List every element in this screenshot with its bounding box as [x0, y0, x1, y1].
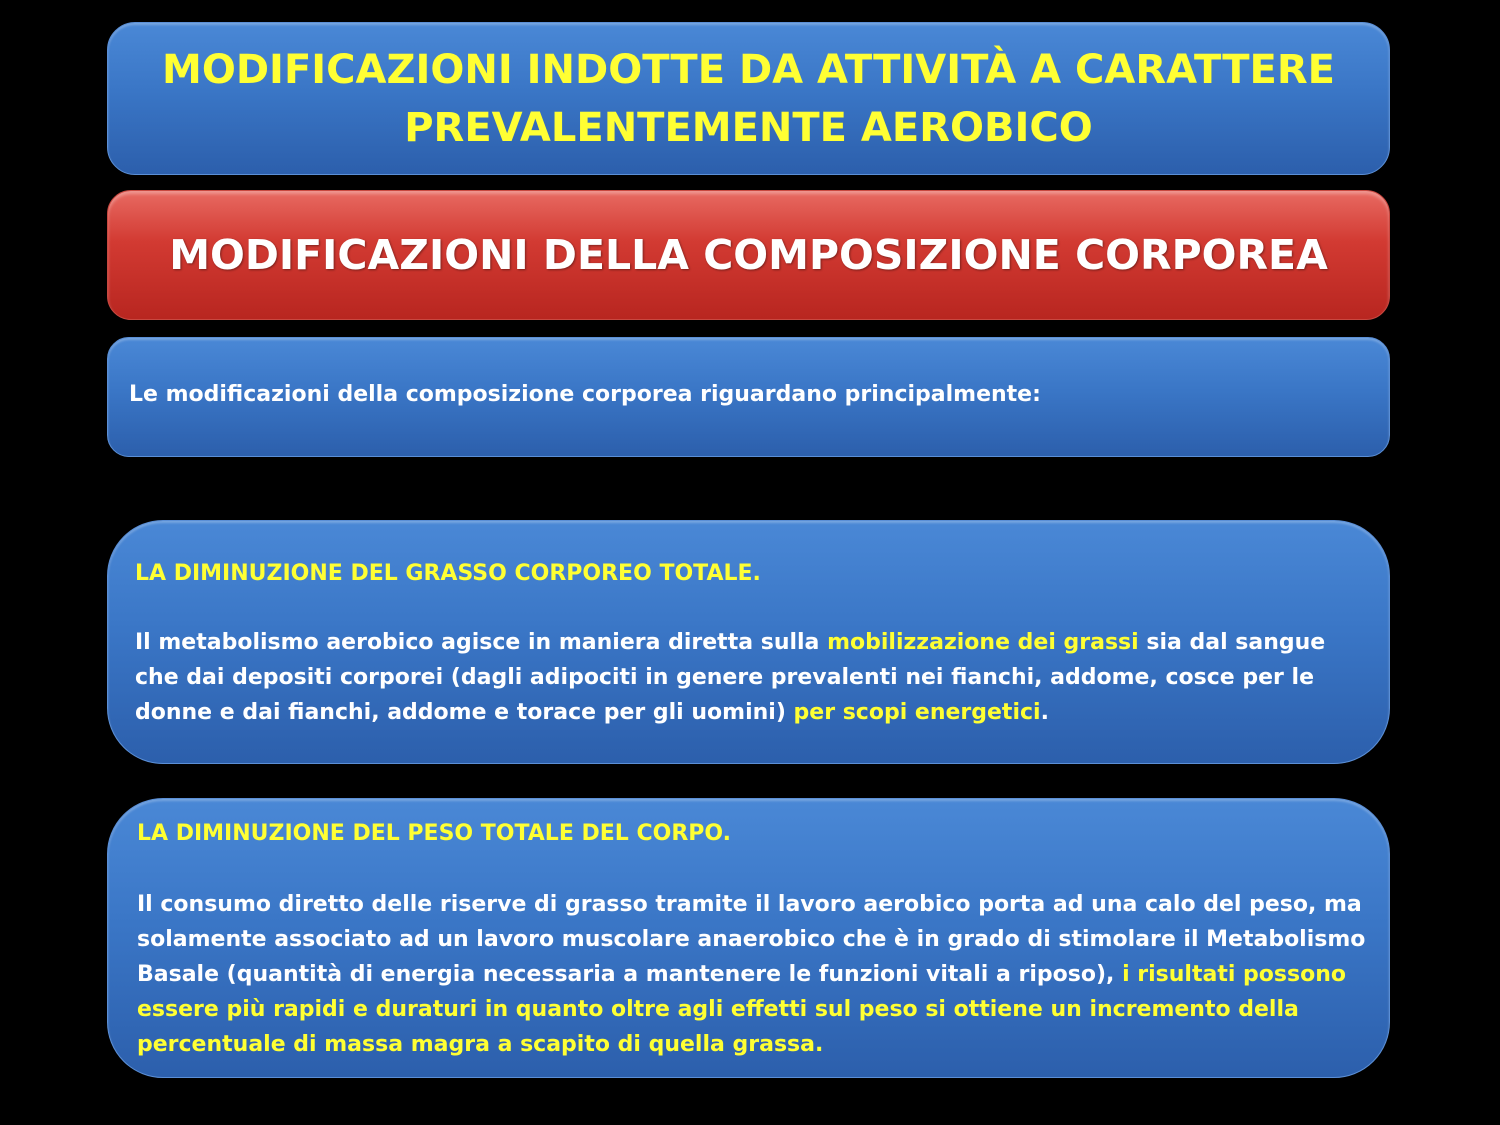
weight-reduction-highlight-1: i risultati possono essere più rapidi e duraturi in quanto oltre agli effetti sul peso si ottiene un incremento della percentuale di massa magra a scapito di quella grassa. [137, 962, 1346, 1057]
title-banner [107, 22, 1390, 175]
weight-reduction-card [107, 798, 1390, 1078]
fat-reduction-body [135, 625, 1355, 730]
fat-reduction-text-2: sia dal sangue che dai depositi corporei (dagli adipociti in genere prevalenti nei fianchi, addome, cosce per le donne e dai fianchi, addome e torace per gli uomini) [135, 630, 1326, 725]
fat-reduction-heading: LA DIMINUZIONE DEL GRASSO CORPOREO TOTALE. [135, 561, 761, 586]
intro-text: Le modificazioni della composizione corporea riguardano principalmente: [129, 382, 1041, 407]
weight-reduction-body [137, 887, 1367, 1062]
weight-reduction-heading: LA DIMINUZIONE DEL PESO TOTALE DEL CORPO. [137, 821, 731, 846]
intro-panel [107, 337, 1390, 457]
fat-reduction-highlight-2: per scopi energetici [793, 700, 1041, 725]
section-heading: MODIFICAZIONI DELLA COMPOSIZIONE CORPOREA [169, 231, 1328, 279]
fat-reduction-text-3: . [1040, 700, 1049, 725]
slide-title [162, 41, 1335, 157]
slide-title-line1: MODIFICAZIONI INDOTTE DA ATTIVITÀ A CARATTERE [162, 46, 1335, 93]
weight-reduction-text-1: Il consumo diretto delle riserve di grasso tramite il lavoro aerobico porta ad una calo del peso, ma solamente associato ad un lavoro muscolare anaerobico che è in grado di stimolare il Metabolismo Basale (quantità di energia necessaria a mantenere le funzioni vitali a riposo), [137, 892, 1366, 987]
fat-reduction-text-1: Il metabolismo aerobico agisce in maniera diretta sulla [135, 630, 828, 655]
section-banner [107, 190, 1390, 320]
fat-reduction-card [107, 520, 1390, 764]
slide-title-line2: PREVALENTEMENTE AEROBICO [404, 104, 1093, 151]
fat-reduction-highlight-1: mobilizzazione dei grassi [827, 630, 1139, 655]
